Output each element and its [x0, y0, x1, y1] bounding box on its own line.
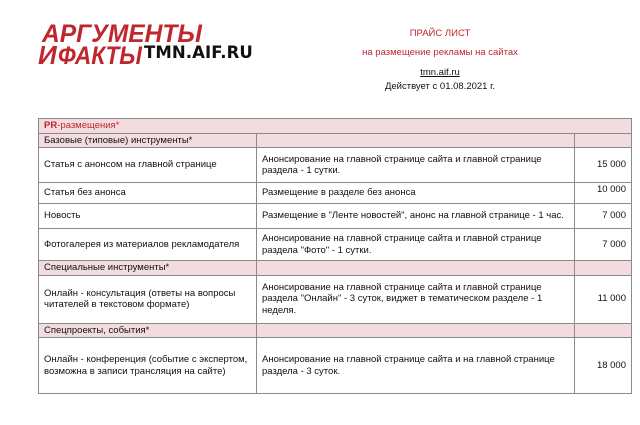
price-list-subtitle: на размещение рекламы на сайтах	[362, 47, 518, 58]
table-row	[39, 229, 632, 261]
service-name: Новость	[39, 204, 257, 229]
logo-domain: TMN.AIF.RU	[144, 43, 253, 62]
service-price: 7 000	[575, 229, 632, 261]
price-table	[38, 118, 632, 394]
service-description: Анонсирование на главной странице сайта и главной странице раздела "Фото" - 1 сутки.	[257, 229, 575, 261]
table-row	[39, 338, 632, 394]
section-title: Специальные инструменты*	[39, 261, 257, 276]
section-title: Спецпроекты, события*	[39, 323, 257, 338]
section-header-basic	[39, 133, 632, 148]
table-row	[39, 275, 632, 323]
section-header-special	[39, 261, 632, 276]
table-row	[39, 148, 632, 183]
service-price: 15 000	[575, 148, 632, 183]
pr-bold-label: PR	[44, 120, 58, 131]
logo-line2: ФАКТЫ	[58, 42, 143, 70]
section-title: Базовые (типовые) инструменты*	[39, 133, 257, 148]
service-description: Анонсирование на главной странице сайта и главной странице раздела "Онлайн" - 3 суток, виджет в тематическом разделе - 1 неделя.	[257, 275, 575, 323]
service-description: Анонсирование на главной странице сайта и главной странице раздела - 1 сутки.	[257, 148, 575, 183]
service-description: Размещение в "Ленте новостей", анонс на главной странице - 1 час.	[257, 204, 575, 229]
service-price: 18 000	[575, 338, 632, 394]
service-price: 7 000	[575, 204, 632, 229]
service-name: Онлайн - конференция (событие с экспертом, возможна в записи трансляция на сайте)	[39, 338, 257, 394]
logo-line1: АРГУМЕНТЫ	[41, 20, 203, 48]
section-title	[39, 119, 632, 134]
site-link[interactable]: tmn.aif.ru	[420, 67, 460, 78]
section-header-special-projects	[39, 323, 632, 338]
service-price: 11 000	[575, 275, 632, 323]
service-name: Онлайн - консультация (ответы на вопросы читателей в текстовом формате)	[39, 275, 257, 323]
price-list-title: ПРАЙС ЛИСТ	[409, 28, 471, 39]
service-description: Размещение в разделе без анонса	[257, 183, 575, 204]
valid-from-text: Действует с 01.08.2021 г.	[384, 81, 496, 92]
service-name: Статья с анонсом на главной странице	[39, 148, 257, 183]
pr-label-rest: -размещения*	[57, 120, 120, 131]
service-name: Статья без анонса	[39, 183, 257, 204]
service-price: 10 000	[575, 183, 632, 204]
service-description: Анонсирование на главной странице сайта и на главной странице раздела - 3 суток.	[257, 338, 575, 394]
logo-ampersand: И	[38, 40, 57, 70]
table-row	[39, 183, 632, 204]
section-header-pr	[39, 119, 632, 134]
service-name: Фотогалерея из материалов рекламодателя	[39, 229, 257, 261]
table-row	[39, 204, 632, 229]
